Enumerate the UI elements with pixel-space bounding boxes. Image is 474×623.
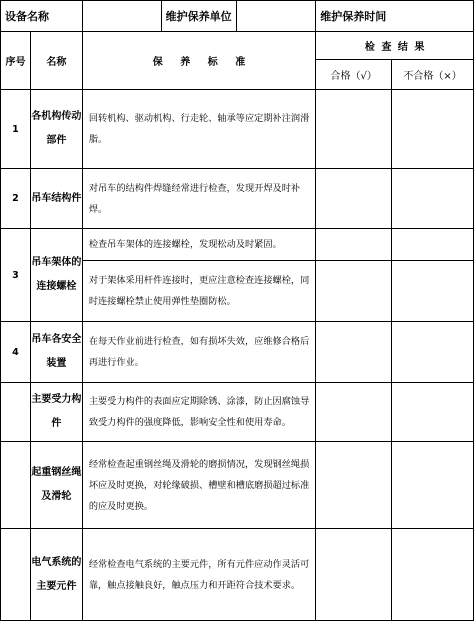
seq-header: 序号 (1, 32, 31, 90)
row-name: 吊车各安全装置 (30, 322, 82, 383)
result-header: 检 查 结 果 (316, 32, 474, 60)
row-name: 起重钢丝绳及滑轮 (30, 442, 82, 529)
pass-cell[interactable] (316, 529, 392, 621)
pass-cell[interactable] (316, 383, 392, 442)
maintenance-unit-label: 维护保养单位 (161, 1, 237, 32)
fail-cell[interactable] (392, 322, 474, 383)
equipment-name-value[interactable] (82, 1, 161, 32)
row-name: 各机构传动部件 (30, 90, 82, 169)
row-seq (1, 383, 31, 442)
row-name: 吊车架体的连接螺栓 (30, 229, 82, 322)
header-row (1, 1, 474, 32)
row-seq: 3 (1, 229, 31, 322)
name-header: 名称 (30, 32, 82, 90)
table-row (1, 322, 474, 383)
pass-cell[interactable] (316, 90, 392, 169)
fail-cell[interactable] (392, 90, 474, 169)
fail-cell[interactable] (392, 383, 474, 442)
row-standard: 对于架体采用杆件连接时，更应注意检查连接螺栓，同时连接螺栓禁止使用弹性垫圈防松。 (82, 261, 315, 322)
table-row (1, 383, 474, 442)
column-header-row (1, 32, 474, 60)
fail-cell[interactable] (392, 442, 474, 529)
table-row (1, 442, 474, 529)
table-row (1, 90, 474, 169)
maintenance-time-label: 维护保养时间 (316, 1, 474, 32)
fail-cell[interactable] (392, 529, 474, 621)
table-row (1, 229, 474, 261)
row-standard: 检查吊车架体的连接螺栓，发现松动及时紧固。 (82, 229, 315, 261)
pass-cell[interactable] (316, 322, 392, 383)
row-seq: 1 (1, 90, 31, 169)
row-standard: 回转机构、驱动机构、行走轮、轴承等应定期补注润滑脂。 (82, 90, 315, 169)
table-row (1, 529, 474, 621)
row-standard: 经常检查起重钢丝绳及滑轮的磨损情况，发现钢丝绳损坏应及时更换，对轮缘破损、槽壁和槽底磨损超过标准的应及时更换。 (82, 442, 315, 529)
row-standard: 主要受力构件的表面应定期除锈、涂漆，防止因腐蚀导致受力构件的强度降低，影响安全性和使用寿命。 (82, 383, 315, 442)
row-standard: 在每天作业前进行检查，如有损坏失效，应维修合格后再进行作业。 (82, 322, 315, 383)
equipment-name-label: 设备名称 (1, 1, 83, 32)
row-name: 吊车结构件 (30, 169, 82, 229)
row-standard: 对吊车的结构件焊缝经常进行检查，发现开焊及时补焊。 (82, 169, 315, 229)
fail-header: 不合格（×） (392, 60, 474, 90)
maintenance-unit-value[interactable] (237, 1, 316, 32)
pass-cell[interactable] (316, 261, 392, 322)
pass-cell[interactable] (316, 169, 392, 229)
fail-cell[interactable] (392, 169, 474, 229)
row-seq (1, 529, 31, 621)
table-row (1, 169, 474, 229)
row-seq (1, 442, 31, 529)
row-name: 电气系统的主要元件 (30, 529, 82, 621)
row-seq: 4 (1, 322, 31, 383)
row-name: 主要受力构件 (30, 383, 82, 442)
pass-header: 合格（√） (316, 60, 392, 90)
standard-header: 保 养 标 准 (82, 32, 315, 90)
pass-cell[interactable] (316, 229, 392, 261)
pass-cell[interactable] (316, 442, 392, 529)
fail-cell[interactable] (392, 261, 474, 322)
fail-cell[interactable] (392, 229, 474, 261)
row-seq: 2 (1, 169, 31, 229)
row-standard: 经常检查电气系统的主要元件，所有元件应动作灵活可靠，触点接触良好，触点压力和开距符合技术要求。 (82, 529, 315, 621)
